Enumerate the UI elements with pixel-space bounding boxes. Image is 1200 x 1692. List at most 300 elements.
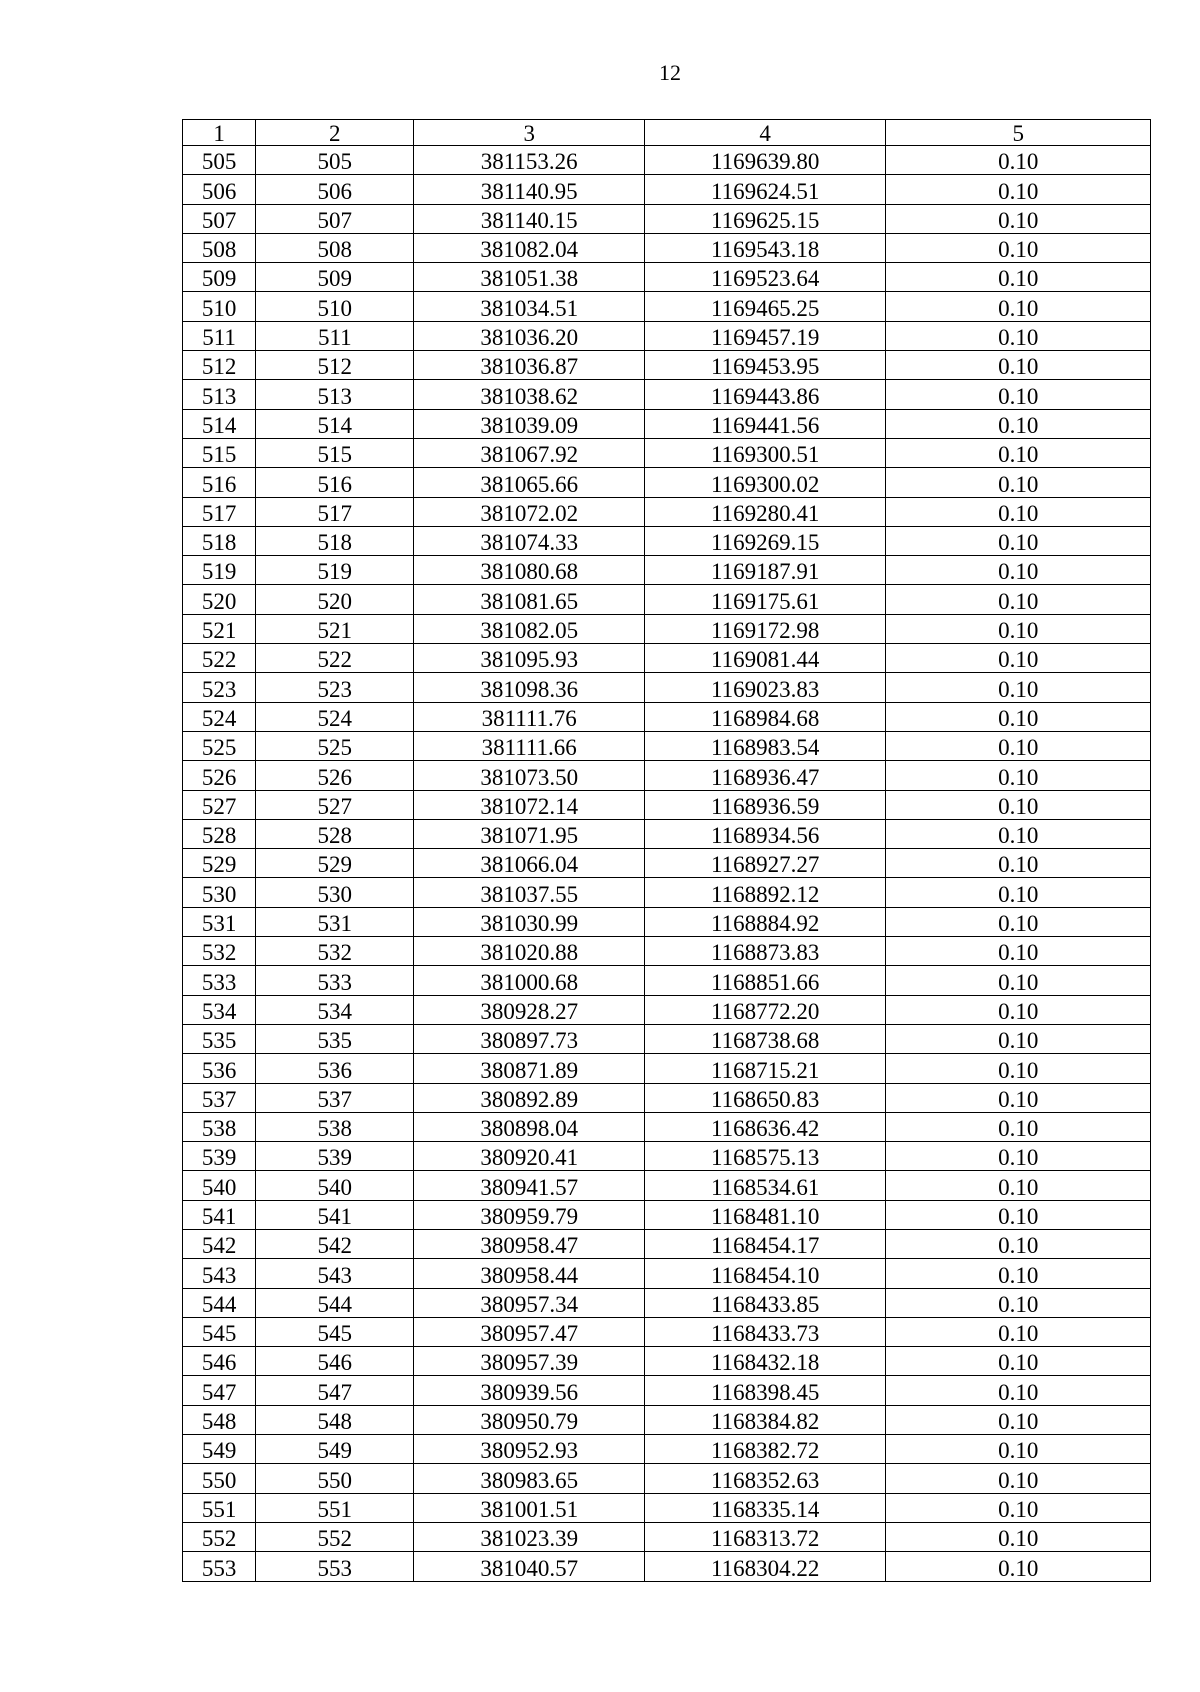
x-coordinate-cell: 381071.95 (414, 819, 644, 848)
point-number-cell: 540 (183, 1171, 256, 1200)
point-number-cell: 539 (183, 1142, 256, 1171)
point-id-cell: 519 (256, 556, 414, 585)
x-coordinate-cell: 381040.57 (414, 1552, 644, 1581)
table-row (183, 1259, 1151, 1288)
y-coordinate-cell: 1169441.56 (644, 409, 885, 438)
point-number-cell: 536 (183, 1054, 256, 1083)
error-value-cell: 0.10 (886, 1083, 1151, 1112)
y-coordinate-cell: 1168454.10 (644, 1259, 885, 1288)
error-value-cell: 0.10 (886, 995, 1151, 1024)
y-coordinate-cell: 1169081.44 (644, 644, 885, 673)
point-number-cell: 546 (183, 1347, 256, 1376)
table-row (183, 263, 1151, 292)
point-id-cell: 552 (256, 1522, 414, 1551)
point-id-cell: 514 (256, 409, 414, 438)
error-value-cell: 0.10 (886, 1435, 1151, 1464)
point-number-cell: 512 (183, 351, 256, 380)
error-value-cell: 0.10 (886, 937, 1151, 966)
table-row (183, 878, 1151, 907)
point-id-cell: 539 (256, 1142, 414, 1171)
point-id-cell: 510 (256, 292, 414, 321)
point-number-cell: 538 (183, 1112, 256, 1141)
point-id-cell: 531 (256, 907, 414, 936)
error-value-cell: 0.10 (886, 849, 1151, 878)
y-coordinate-cell: 1168433.73 (644, 1317, 885, 1346)
y-coordinate-cell: 1168934.56 (644, 819, 885, 848)
x-coordinate-cell: 381082.05 (414, 614, 644, 643)
point-number-cell: 550 (183, 1464, 256, 1493)
table-row (183, 702, 1151, 731)
x-coordinate-cell: 380928.27 (414, 995, 644, 1024)
x-coordinate-cell: 381001.51 (414, 1493, 644, 1522)
x-coordinate-cell: 381034.51 (414, 292, 644, 321)
column-header: 2 (256, 120, 414, 146)
y-coordinate-cell: 1168382.72 (644, 1435, 885, 1464)
error-value-cell: 0.10 (886, 1054, 1151, 1083)
point-number-cell: 531 (183, 907, 256, 936)
table-row (183, 556, 1151, 585)
table-row (183, 1112, 1151, 1141)
table-row (183, 1552, 1151, 1581)
y-coordinate-cell: 1169457.19 (644, 321, 885, 350)
x-coordinate-cell: 381066.04 (414, 849, 644, 878)
table-row (183, 233, 1151, 262)
y-coordinate-cell: 1168304.22 (644, 1552, 885, 1581)
point-number-cell: 548 (183, 1405, 256, 1434)
x-coordinate-cell: 380920.41 (414, 1142, 644, 1171)
error-value-cell: 0.10 (886, 907, 1151, 936)
point-id-cell: 517 (256, 497, 414, 526)
point-number-cell: 517 (183, 497, 256, 526)
y-coordinate-cell: 1168984.68 (644, 702, 885, 731)
x-coordinate-cell: 381140.15 (414, 204, 644, 233)
error-value-cell: 0.10 (886, 1259, 1151, 1288)
table-row (183, 292, 1151, 321)
table-row (183, 497, 1151, 526)
table-row (183, 819, 1151, 848)
error-value-cell: 0.10 (886, 292, 1151, 321)
error-value-cell: 0.10 (886, 878, 1151, 907)
point-id-cell: 538 (256, 1112, 414, 1141)
point-number-cell: 507 (183, 204, 256, 233)
point-id-cell: 527 (256, 790, 414, 819)
y-coordinate-cell: 1169443.86 (644, 380, 885, 409)
point-id-cell: 511 (256, 321, 414, 350)
error-value-cell: 0.10 (886, 673, 1151, 702)
table-row (183, 1347, 1151, 1376)
point-id-cell: 532 (256, 937, 414, 966)
point-number-cell: 547 (183, 1376, 256, 1405)
point-id-cell: 528 (256, 819, 414, 848)
table-row (183, 1317, 1151, 1346)
y-coordinate-cell: 1168352.63 (644, 1464, 885, 1493)
table-header-row (183, 120, 1151, 146)
table-row (183, 321, 1151, 350)
point-number-cell: 527 (183, 790, 256, 819)
table-row (183, 204, 1151, 233)
x-coordinate-cell: 381036.20 (414, 321, 644, 350)
y-coordinate-cell: 1168384.82 (644, 1405, 885, 1434)
x-coordinate-cell: 381067.92 (414, 438, 644, 467)
error-value-cell: 0.10 (886, 321, 1151, 350)
y-coordinate-cell: 1169172.98 (644, 614, 885, 643)
point-number-cell: 522 (183, 644, 256, 673)
y-coordinate-cell: 1168575.13 (644, 1142, 885, 1171)
table-row (183, 409, 1151, 438)
point-id-cell: 515 (256, 438, 414, 467)
y-coordinate-cell: 1168851.66 (644, 966, 885, 995)
table-row (183, 1405, 1151, 1434)
point-number-cell: 524 (183, 702, 256, 731)
error-value-cell: 0.10 (886, 614, 1151, 643)
error-value-cell: 0.10 (886, 644, 1151, 673)
error-value-cell: 0.10 (886, 233, 1151, 262)
point-number-cell: 545 (183, 1317, 256, 1346)
table-row (183, 849, 1151, 878)
table-row (183, 1493, 1151, 1522)
point-id-cell: 508 (256, 233, 414, 262)
y-coordinate-cell: 1168432.18 (644, 1347, 885, 1376)
y-coordinate-cell: 1168454.17 (644, 1229, 885, 1258)
point-number-cell: 526 (183, 761, 256, 790)
point-number-cell: 509 (183, 263, 256, 292)
x-coordinate-cell: 380957.47 (414, 1317, 644, 1346)
table-row (183, 1171, 1151, 1200)
point-id-cell: 521 (256, 614, 414, 643)
point-id-cell: 537 (256, 1083, 414, 1112)
error-value-cell: 0.10 (886, 1552, 1151, 1581)
point-id-cell: 518 (256, 526, 414, 555)
table-row (183, 995, 1151, 1024)
point-number-cell: 537 (183, 1083, 256, 1112)
point-id-cell: 524 (256, 702, 414, 731)
table-row (183, 1435, 1151, 1464)
error-value-cell: 0.10 (886, 1522, 1151, 1551)
point-number-cell: 543 (183, 1259, 256, 1288)
y-coordinate-cell: 1169523.64 (644, 263, 885, 292)
point-number-cell: 532 (183, 937, 256, 966)
error-value-cell: 0.10 (886, 1171, 1151, 1200)
table-row (183, 526, 1151, 555)
point-number-cell: 544 (183, 1288, 256, 1317)
x-coordinate-cell: 381023.39 (414, 1522, 644, 1551)
point-id-cell: 529 (256, 849, 414, 878)
point-id-cell: 546 (256, 1347, 414, 1376)
error-value-cell: 0.10 (886, 1142, 1151, 1171)
error-value-cell: 0.10 (886, 1200, 1151, 1229)
point-number-cell: 525 (183, 731, 256, 760)
point-id-cell: 536 (256, 1054, 414, 1083)
point-id-cell: 523 (256, 673, 414, 702)
x-coordinate-cell: 381038.62 (414, 380, 644, 409)
table-row (183, 438, 1151, 467)
point-id-cell: 540 (256, 1171, 414, 1200)
point-id-cell: 549 (256, 1435, 414, 1464)
x-coordinate-cell: 380939.56 (414, 1376, 644, 1405)
y-coordinate-cell: 1168636.42 (644, 1112, 885, 1141)
table-row (183, 468, 1151, 497)
x-coordinate-cell: 381072.02 (414, 497, 644, 526)
x-coordinate-cell: 381020.88 (414, 937, 644, 966)
x-coordinate-cell: 381073.50 (414, 761, 644, 790)
y-coordinate-cell: 1169280.41 (644, 497, 885, 526)
x-coordinate-cell: 380892.89 (414, 1083, 644, 1112)
x-coordinate-cell: 380957.39 (414, 1347, 644, 1376)
table-row (183, 790, 1151, 819)
column-header: 1 (183, 120, 256, 146)
point-number-cell: 510 (183, 292, 256, 321)
error-value-cell: 0.10 (886, 1347, 1151, 1376)
table-row (183, 1054, 1151, 1083)
point-number-cell: 519 (183, 556, 256, 585)
point-id-cell: 542 (256, 1229, 414, 1258)
y-coordinate-cell: 1168884.92 (644, 907, 885, 936)
y-coordinate-cell: 1169300.51 (644, 438, 885, 467)
point-id-cell: 548 (256, 1405, 414, 1434)
point-id-cell: 553 (256, 1552, 414, 1581)
y-coordinate-cell: 1168936.59 (644, 790, 885, 819)
x-coordinate-cell: 380957.34 (414, 1288, 644, 1317)
table-row (183, 937, 1151, 966)
table-row (183, 380, 1151, 409)
point-id-cell: 547 (256, 1376, 414, 1405)
table-row (183, 351, 1151, 380)
table-row (183, 1142, 1151, 1171)
point-number-cell: 542 (183, 1229, 256, 1258)
table-row (183, 614, 1151, 643)
y-coordinate-cell: 1169625.15 (644, 204, 885, 233)
point-number-cell: 505 (183, 146, 256, 175)
table-row (183, 1200, 1151, 1229)
error-value-cell: 0.10 (886, 380, 1151, 409)
point-id-cell: 545 (256, 1317, 414, 1346)
error-value-cell: 0.10 (886, 1464, 1151, 1493)
error-value-cell: 0.10 (886, 438, 1151, 467)
table-row (183, 1522, 1151, 1551)
y-coordinate-cell: 1169453.95 (644, 351, 885, 380)
error-value-cell: 0.10 (886, 702, 1151, 731)
table-row (183, 1376, 1151, 1405)
error-value-cell: 0.10 (886, 1317, 1151, 1346)
point-number-cell: 506 (183, 175, 256, 204)
point-id-cell: 505 (256, 146, 414, 175)
point-id-cell: 551 (256, 1493, 414, 1522)
table-body (183, 120, 1151, 1582)
error-value-cell: 0.10 (886, 1376, 1151, 1405)
error-value-cell: 0.10 (886, 761, 1151, 790)
point-number-cell: 516 (183, 468, 256, 497)
error-value-cell: 0.10 (886, 526, 1151, 555)
point-id-cell: 520 (256, 585, 414, 614)
point-id-cell: 544 (256, 1288, 414, 1317)
x-coordinate-cell: 381080.68 (414, 556, 644, 585)
x-coordinate-cell: 380941.57 (414, 1171, 644, 1200)
point-number-cell: 529 (183, 849, 256, 878)
error-value-cell: 0.10 (886, 819, 1151, 848)
point-id-cell: 513 (256, 380, 414, 409)
x-coordinate-cell: 380898.04 (414, 1112, 644, 1141)
table-row (183, 585, 1151, 614)
y-coordinate-cell: 1169543.18 (644, 233, 885, 262)
error-value-cell: 0.10 (886, 263, 1151, 292)
x-coordinate-cell: 381140.95 (414, 175, 644, 204)
x-coordinate-cell: 381036.87 (414, 351, 644, 380)
x-coordinate-cell: 381030.99 (414, 907, 644, 936)
point-id-cell: 512 (256, 351, 414, 380)
y-coordinate-cell: 1169465.25 (644, 292, 885, 321)
point-id-cell: 525 (256, 731, 414, 760)
point-id-cell: 530 (256, 878, 414, 907)
x-coordinate-cell: 380983.65 (414, 1464, 644, 1493)
point-number-cell: 541 (183, 1200, 256, 1229)
point-id-cell: 507 (256, 204, 414, 233)
error-value-cell: 0.10 (886, 1493, 1151, 1522)
error-value-cell: 0.10 (886, 556, 1151, 585)
point-number-cell: 534 (183, 995, 256, 1024)
error-value-cell: 0.10 (886, 1229, 1151, 1258)
error-value-cell: 0.10 (886, 1405, 1151, 1434)
y-coordinate-cell: 1168481.10 (644, 1200, 885, 1229)
x-coordinate-cell: 380958.44 (414, 1259, 644, 1288)
point-number-cell: 521 (183, 614, 256, 643)
point-id-cell: 533 (256, 966, 414, 995)
x-coordinate-cell: 381072.14 (414, 790, 644, 819)
x-coordinate-cell: 381065.66 (414, 468, 644, 497)
x-coordinate-cell: 381037.55 (414, 878, 644, 907)
column-header: 3 (414, 120, 644, 146)
point-number-cell: 520 (183, 585, 256, 614)
point-id-cell: 522 (256, 644, 414, 673)
x-coordinate-cell: 381081.65 (414, 585, 644, 614)
error-value-cell: 0.10 (886, 585, 1151, 614)
table-row (183, 907, 1151, 936)
y-coordinate-cell: 1168650.83 (644, 1083, 885, 1112)
x-coordinate-cell: 381095.93 (414, 644, 644, 673)
point-id-cell: 550 (256, 1464, 414, 1493)
point-number-cell: 513 (183, 380, 256, 409)
point-number-cell: 514 (183, 409, 256, 438)
y-coordinate-cell: 1168983.54 (644, 731, 885, 760)
table-row (183, 1464, 1151, 1493)
y-coordinate-cell: 1168772.20 (644, 995, 885, 1024)
point-number-cell: 535 (183, 1024, 256, 1053)
y-coordinate-cell: 1168715.21 (644, 1054, 885, 1083)
point-number-cell: 552 (183, 1522, 256, 1551)
x-coordinate-cell: 381082.04 (414, 233, 644, 262)
point-id-cell: 516 (256, 468, 414, 497)
error-value-cell: 0.10 (886, 146, 1151, 175)
point-number-cell: 530 (183, 878, 256, 907)
page-number: 12 (659, 60, 681, 85)
x-coordinate-cell: 381000.68 (414, 966, 644, 995)
table-row (183, 1288, 1151, 1317)
point-number-cell: 528 (183, 819, 256, 848)
error-value-cell: 0.10 (886, 175, 1151, 204)
point-number-cell: 533 (183, 966, 256, 995)
y-coordinate-cell: 1168313.72 (644, 1522, 885, 1551)
error-value-cell: 0.10 (886, 790, 1151, 819)
point-id-cell: 509 (256, 263, 414, 292)
table-row (183, 175, 1151, 204)
point-id-cell: 543 (256, 1259, 414, 1288)
y-coordinate-cell: 1168335.14 (644, 1493, 885, 1522)
error-value-cell: 0.10 (886, 204, 1151, 233)
point-id-cell: 534 (256, 995, 414, 1024)
y-coordinate-cell: 1168936.47 (644, 761, 885, 790)
y-coordinate-cell: 1168534.61 (644, 1171, 885, 1200)
point-number-cell: 553 (183, 1552, 256, 1581)
column-header: 5 (886, 120, 1151, 146)
error-value-cell: 0.10 (886, 351, 1151, 380)
table-row (183, 1024, 1151, 1053)
point-number-cell: 511 (183, 321, 256, 350)
y-coordinate-cell: 1168738.68 (644, 1024, 885, 1053)
y-coordinate-cell: 1168892.12 (644, 878, 885, 907)
x-coordinate-cell: 380871.89 (414, 1054, 644, 1083)
x-coordinate-cell: 380897.73 (414, 1024, 644, 1053)
table-row (183, 966, 1151, 995)
point-number-cell: 508 (183, 233, 256, 262)
y-coordinate-cell: 1169269.15 (644, 526, 885, 555)
y-coordinate-cell: 1168873.83 (644, 937, 885, 966)
table-row (183, 673, 1151, 702)
y-coordinate-cell: 1169624.51 (644, 175, 885, 204)
error-value-cell: 0.10 (886, 497, 1151, 526)
point-number-cell: 515 (183, 438, 256, 467)
error-value-cell: 0.10 (886, 1288, 1151, 1317)
y-coordinate-cell: 1169175.61 (644, 585, 885, 614)
error-value-cell: 0.10 (886, 966, 1151, 995)
table-row (183, 644, 1151, 673)
y-coordinate-cell: 1168398.45 (644, 1376, 885, 1405)
error-value-cell: 0.10 (886, 731, 1151, 760)
y-coordinate-cell: 1169639.80 (644, 146, 885, 175)
x-coordinate-cell: 381098.36 (414, 673, 644, 702)
coordinates-table (182, 119, 1151, 1582)
y-coordinate-cell: 1168927.27 (644, 849, 885, 878)
x-coordinate-cell: 381111.76 (414, 702, 644, 731)
x-coordinate-cell: 380950.79 (414, 1405, 644, 1434)
x-coordinate-cell: 381153.26 (414, 146, 644, 175)
y-coordinate-cell: 1168433.85 (644, 1288, 885, 1317)
table-row (183, 1083, 1151, 1112)
table-row (183, 761, 1151, 790)
table-row (183, 731, 1151, 760)
point-id-cell: 506 (256, 175, 414, 204)
table-row (183, 146, 1151, 175)
x-coordinate-cell: 381074.33 (414, 526, 644, 555)
x-coordinate-cell: 381111.66 (414, 731, 644, 760)
point-id-cell: 526 (256, 761, 414, 790)
x-coordinate-cell: 381051.38 (414, 263, 644, 292)
y-coordinate-cell: 1169300.02 (644, 468, 885, 497)
x-coordinate-cell: 380959.79 (414, 1200, 644, 1229)
table-row (183, 1229, 1151, 1258)
error-value-cell: 0.10 (886, 1024, 1151, 1053)
y-coordinate-cell: 1169187.91 (644, 556, 885, 585)
error-value-cell: 0.10 (886, 468, 1151, 497)
y-coordinate-cell: 1169023.83 (644, 673, 885, 702)
column-header: 4 (644, 120, 885, 146)
point-id-cell: 535 (256, 1024, 414, 1053)
x-coordinate-cell: 380952.93 (414, 1435, 644, 1464)
error-value-cell: 0.10 (886, 409, 1151, 438)
point-id-cell: 541 (256, 1200, 414, 1229)
error-value-cell: 0.10 (886, 1112, 1151, 1141)
point-number-cell: 523 (183, 673, 256, 702)
x-coordinate-cell: 380958.47 (414, 1229, 644, 1258)
point-number-cell: 518 (183, 526, 256, 555)
